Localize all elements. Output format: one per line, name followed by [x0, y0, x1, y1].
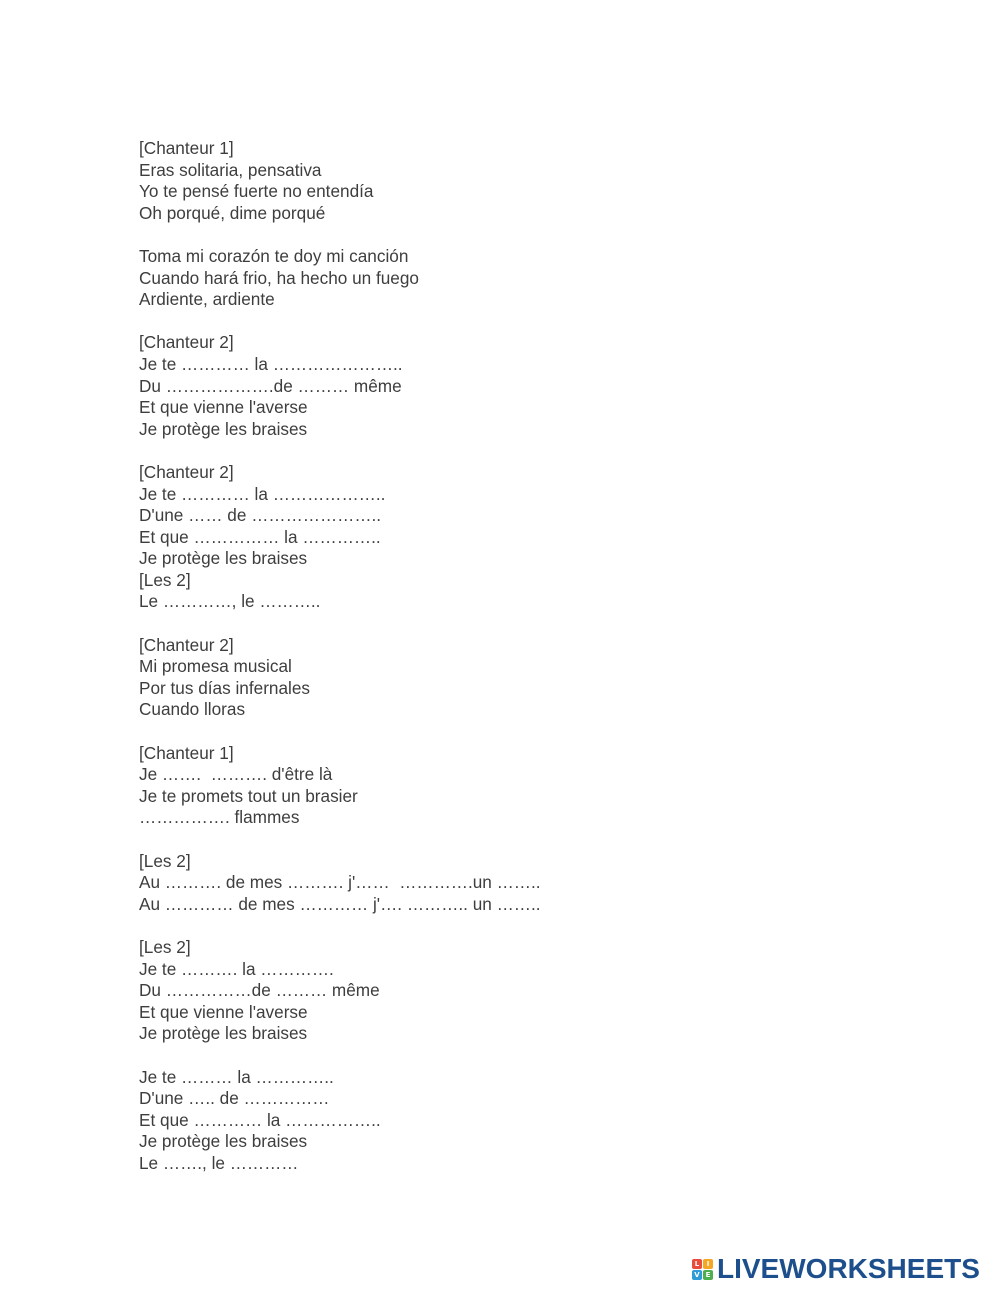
lyric-line: [Chanteur 1] — [139, 138, 234, 158]
lyric-line: Du ……………….de ……… même — [139, 375, 402, 396]
logo-text: LIVEWORKSHEETS — [717, 1253, 980, 1284]
stanza — [139, 1067, 839, 1175]
lyric-line: Au ………… de mes ………… j'…. ……….. un …….. — [139, 893, 541, 914]
lyric-line: D'une …… de ………………….. — [139, 505, 382, 526]
lyric-line: Toma mi corazón te doy mi canción — [139, 245, 409, 266]
lyric-line: Au ………. de mes ………. j'…… ………….un …….. — [139, 872, 541, 893]
lyric-line: Je protège les braises — [139, 1023, 308, 1044]
lyric-line: Le …………, le ……….. — [139, 591, 321, 612]
lyric-line: [Chanteur 2] — [139, 461, 234, 482]
stanza — [139, 851, 839, 916]
lyric-line: Cuando hará frio, ha hecho un fuego — [139, 267, 419, 288]
stanza — [139, 246, 839, 311]
lyric-line: Por tus días infernales — [139, 677, 311, 698]
lyric-line: Je te ………… la ………………….. — [139, 353, 403, 374]
lyric-line: Du ……………de ……… même — [139, 980, 380, 1001]
lyric-line: Je protège les braises — [139, 548, 308, 569]
lyric-line: [Chanteur 2] — [139, 332, 234, 353]
lyric-line: ……………. flammes — [139, 807, 300, 828]
lyric-line: [Les 2] — [139, 936, 191, 957]
lyric-line: Ardiente, ardiente — [139, 289, 275, 310]
lyric-line: Le ……., le ………… — [139, 1152, 299, 1173]
lyric-line: Je te ………. la …………. — [139, 958, 334, 979]
lyric-line: Eras solitaria, pensativa — [139, 159, 322, 180]
lyric-line: Je protège les braises — [139, 1131, 308, 1152]
stanza — [139, 332, 839, 440]
logo-mark-letter: E — [703, 1270, 713, 1280]
logo-mark-icon — [692, 1259, 713, 1280]
liveworksheets-logo — [692, 1253, 980, 1285]
logo-mark-letter: I — [703, 1259, 713, 1269]
stanza — [139, 138, 839, 224]
lyric-line: Mi promesa musical — [139, 656, 292, 677]
lyric-line: Et que vienne l'averse — [139, 1001, 308, 1022]
lyric-line: Je ……. ………. d'être là — [139, 764, 333, 785]
lyric-line: [Les 2] — [139, 569, 191, 590]
lyric-line: Je protège les braises — [139, 418, 308, 439]
logo-mark-letter: L — [692, 1259, 702, 1269]
stanza — [139, 462, 839, 613]
lyric-line: Je te ………… la ……………….. — [139, 483, 386, 504]
logo-mark-letter: V — [692, 1270, 702, 1280]
lyric-line: Oh porqué, dime porqué — [139, 202, 326, 223]
lyric-line: [Les 2] — [139, 850, 191, 871]
lyric-line: Yo te pensé fuerte no entendía — [139, 181, 374, 202]
lyrics-document — [139, 138, 839, 1196]
stanza — [139, 937, 839, 1045]
lyric-line: [Chanteur 1] — [139, 742, 234, 763]
stanza — [139, 743, 839, 829]
lyric-line: Cuando lloras — [139, 699, 246, 720]
lyric-line: D'une ….. de …………… — [139, 1088, 330, 1109]
lyric-line: [Chanteur 2] — [139, 634, 234, 655]
lyric-line: Et que vienne l'averse — [139, 397, 308, 418]
lyric-line: Je te promets tout un brasier — [139, 785, 358, 806]
lyric-line: Et que …………… la ………….. — [139, 526, 381, 547]
lyric-line: Je te ……… la ………….. — [139, 1066, 334, 1087]
lyric-line: Et que ………… la …………….. — [139, 1109, 381, 1130]
stanza — [139, 635, 839, 721]
